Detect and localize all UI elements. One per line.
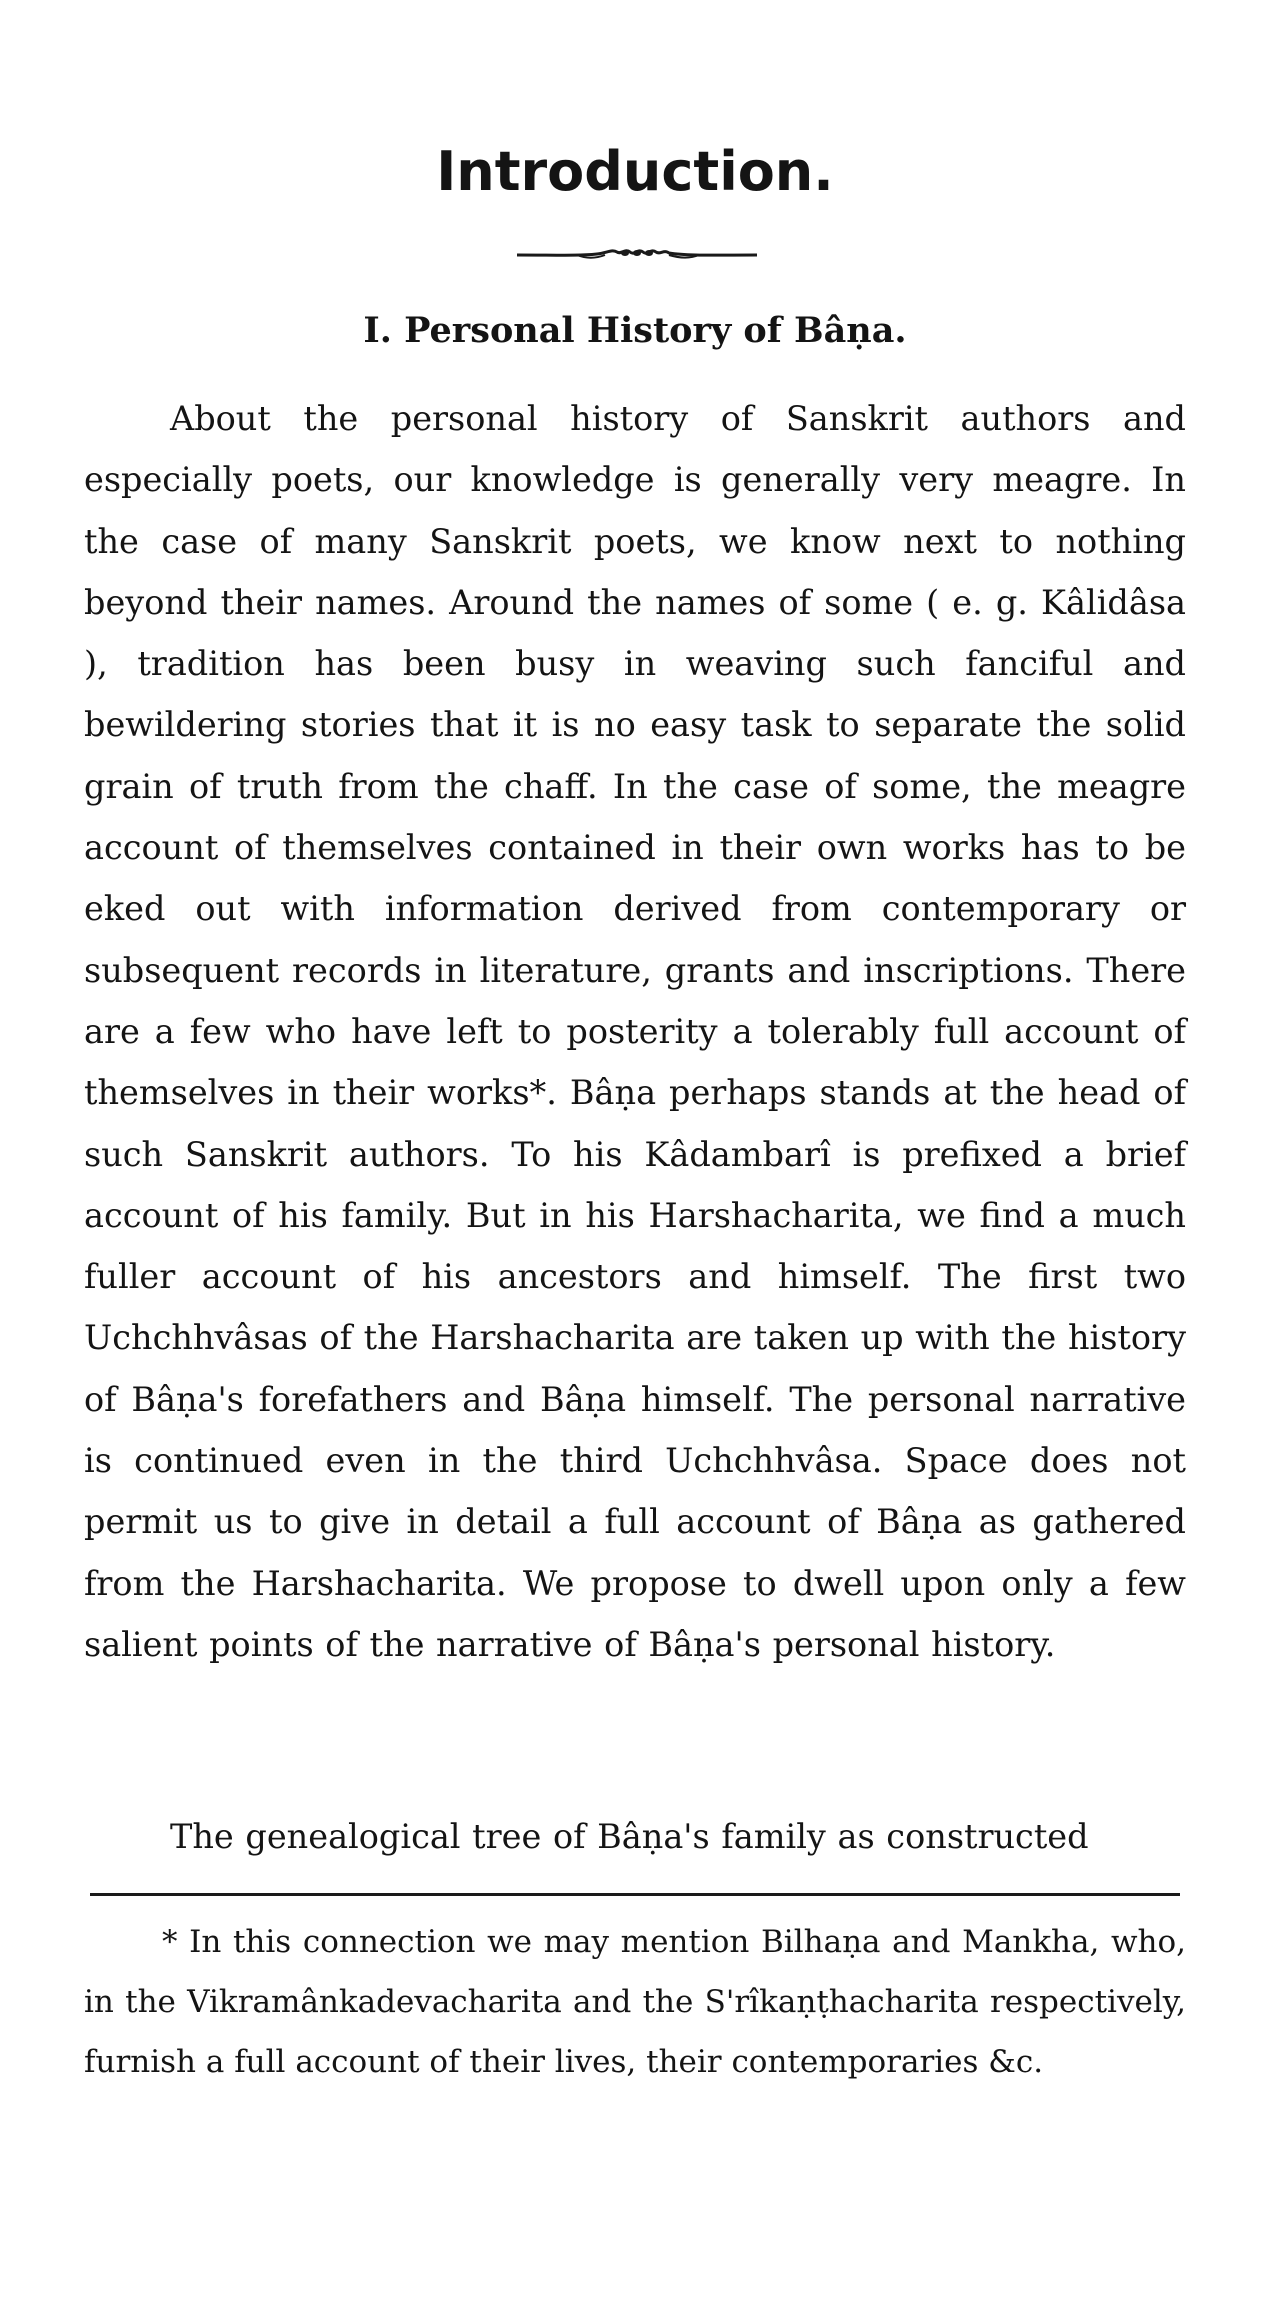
body-paragraph-continued: The genealogical tree of Bâṇa's family as constructed bbox=[170, 1817, 1089, 1856]
page-title: Introduction. bbox=[436, 140, 834, 203]
section-heading: I. Personal History of Bâṇa. bbox=[363, 310, 907, 351]
footnote: * In this connection we may mention Bilhaṇa and Mankha, who, in the Vikramânkadevacharita and the S'rîkaṇṭhacharita respectively, furnish a full account of their lives, their contemporaries &c. bbox=[84, 1924, 1186, 2080]
ornament-divider bbox=[517, 243, 757, 265]
body-paragraph: About the personal history of Sanskrit authors and especially poets, our knowledge is generally very meagre. In the case of many Sanskrit poets, we know next to nothing beyond their names. Around the names of some ( e. g. Kâlidâsa ), tradition has been busy in weaving such fanciful and bewildering stories that it is no easy task to separate the solid grain of truth from the chaff. In the case of some, the meagre account of themselves contained in their own works has to be eked out with information derived from contemporary or subsequent records in literature, grants and inscriptions. There are a few who have left to posterity a tolerably full account of themselves in their works*. Bâṇa perhaps stands at the head of such Sanskrit authors. To his Kâdambarî is prefixed a brief account of his family. But in his Harshacharita, we find a much fuller account of his ancestors and himself. The first two Uchchhvâsas of the Harshacharita are taken up with the history of Bâṇa's forefathers and Bâṇa himself. The personal narrative is continued even in the third Uchchhvâsa. Space does not permit us to give in detail a full account of Bâṇa as gathered from the Harshacharita. We propose to dwell upon only a few salient points of the narrative of Bâṇa's personal history. bbox=[84, 399, 1186, 1664]
footnote-rule bbox=[90, 1893, 1180, 1896]
book-page bbox=[84, 0, 1186, 2322]
